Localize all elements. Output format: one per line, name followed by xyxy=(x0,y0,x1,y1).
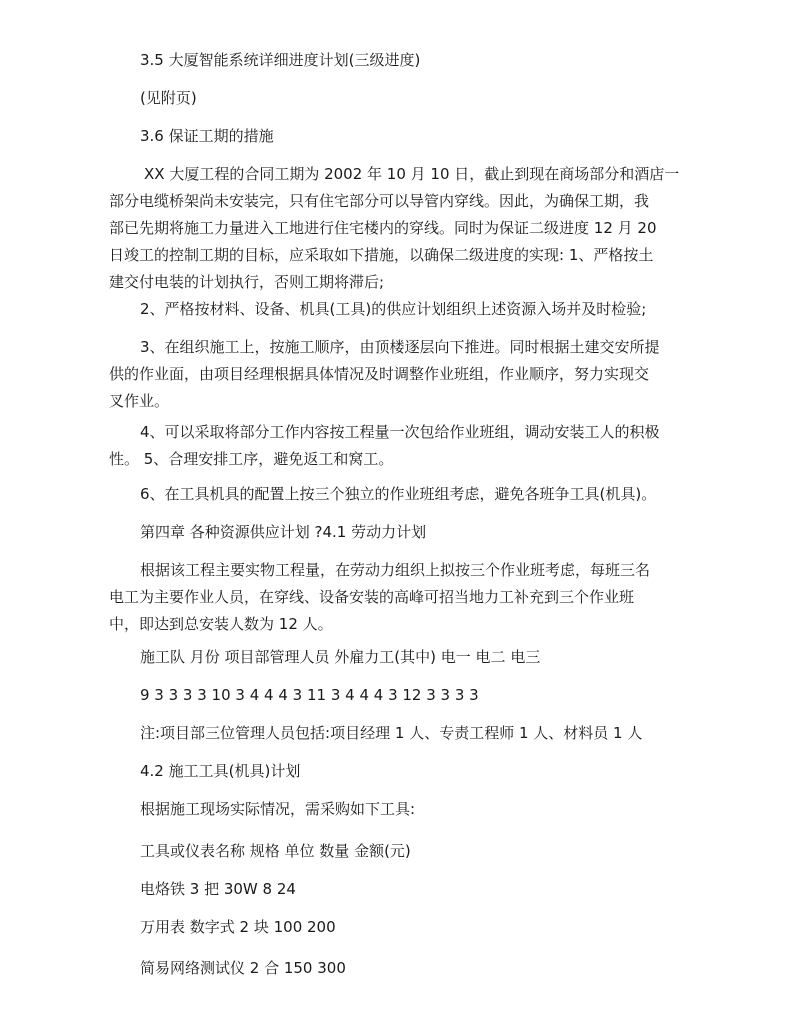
management-staff-note: 注:项目部三位管理人员包括:项目经理 1 人、专责工程师 1 人、材料员 1 人 xyxy=(140,724,643,742)
section-heading-3-5: 3.5 大厦智能系统详细进度计划(三级进度) xyxy=(140,51,421,69)
measure-item-4-5: 4、可以采取将部分工作内容按工程量一次包给作业班组，调动安装工人的积极 性。 5、合理安排工序，避免返工和窝工。 xyxy=(109,423,660,468)
measure-item-6: 6、在工具机具的配置上按三个独立的作业班组考虑，避免各班争工具(机具)。 xyxy=(140,485,657,503)
section-heading-4-2: 4.2 施工工具(机具)计划 xyxy=(140,762,301,780)
measure-item-3: 3、在组织施工上，按施工顺序，由顶楼逐层向下推进。同时根据土建交安所提 供的作业面，由项目经理根据具体情况及时调整作业班组，作业顺序，努力实现交 叉作业。 xyxy=(109,338,660,410)
tools-row-soldering-iron: 电烙铁 3 把 30W 8 24 xyxy=(140,880,296,898)
tools-row-network-tester: 简易网络测试仪 2 合 150 300 xyxy=(140,959,346,977)
section-heading-3-6: 3.6 保证工期的措施 xyxy=(140,127,274,145)
paragraph-contract-period: XX 大厦工程的合同工期为 2002 年 10 月 10 日，截止到现在商场部分和酒店一 部分电缆桥架尚未安装完，只有住宅部分可以导管内穿线。因此，为确保工期，我 部已先期将施工力量进入工地进行住宅楼内的穿线。同时为保证二级进度 12 月 20 日竣工的控制工期的目标，应采取如下措施，以确保二级进度的实现: 1、严格按土 建交付电装的计划执行，否则工期将滞后; xyxy=(109,165,680,291)
see-appendix-note: (见附页) xyxy=(140,89,197,107)
tools-row-multimeter: 万用表 数字式 2 块 100 200 xyxy=(140,918,336,936)
paragraph-labor-plan: 根据该工程主要实物工程量，在劳动力组织上拟按三个作业班考虑，每班三名 电工为主要作业人员，在穿线、设备安装的高峰可招当地力工补充到三个作业班 中，即达到总安装人数为 12 人。 xyxy=(109,561,651,633)
labor-table-header: 施工队 月份 项目部管理人员 外雇力工(其中) 电一 电二 电三 xyxy=(140,648,541,666)
labor-table-values: 9 3 3 3 3 10 3 4 4 4 3 11 3 4 4 4 3 12 3 3 3 3 xyxy=(140,686,479,704)
tools-table-header: 工具或仪表名称 规格 单位 数量 金额(元) xyxy=(140,842,411,860)
chapter-four-heading: 第四章 各种资源供应计划 ?4.1 劳动力计划 xyxy=(140,523,427,541)
measure-item-2: 2、严格按材料、设备、机具(工具)的供应计划组织上述资源入场并及时检验; xyxy=(140,300,647,318)
tools-intro: 根据施工现场实际情况，需采购如下工具: xyxy=(140,800,416,818)
